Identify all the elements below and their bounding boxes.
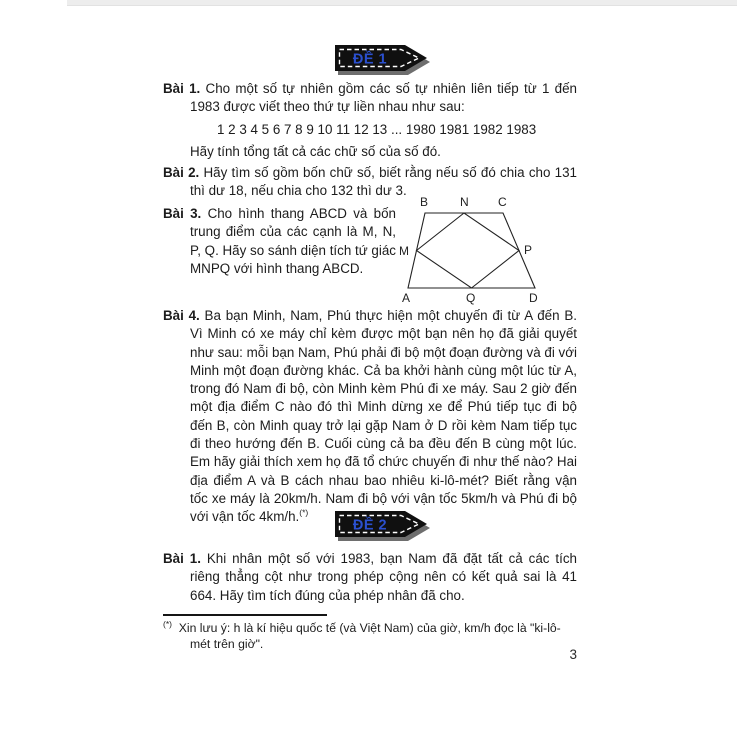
vertex-label-d: D: [529, 291, 538, 305]
problem-text: [163, 205, 396, 278]
problem-label: Bài 1.: [163, 81, 201, 96]
problem-body: Ba bạn Minh, Nam, Phú thực hiện một chuyến đi từ A đến B. Vì Minh có xe máy chỉ kèm được một bạn nên họ đã giải quyết như sau: mỗi bạn Nam, Phú phải đi bộ một đoạn đường và đi với Minh một đoạn đường khác. Cả ba khởi hành cùng một lúc từ A, trong đó Nam đi bộ, còn Minh kèm Phú đi xe máy. Sau 2 giờ đến một địa điểm C nào đó thì Minh dừng xe để Phú tiếp tục đi bộ đến B, còn Minh quay trở lại gặp Nam ở D rồi kèm Nam tiếp tục đi theo hướng đến B. Cuối cùng cả ba đều đến B cùng một lúc. Em hãy giải thích xem họ đã tổ chức chuyến đi như thế nào? Hai địa điểm A và B cách nhau bao nhiêu ki-lô-mét? Biết rằng vận tốc xe máy là 20km/h. Nam đi bộ với vận tốc 5km/h và Phú đi bộ với vận tốc 4km/h.: [190, 308, 577, 525]
problem-text: [163, 550, 577, 605]
problem-text: [163, 307, 577, 527]
vertex-label-q: Q: [466, 291, 476, 305]
de-1-banner: [335, 45, 433, 77]
footnote-reference: (*): [299, 507, 309, 518]
problem-body: Cho hình thang ABCD và bốn trung điểm của các cạnh là M, N, P, Q. Hãy so sánh diện tích tứ giác MNPQ với hình thang ABCD.: [190, 206, 396, 276]
scan-edge-artifact: [67, 0, 737, 6]
problem-label: Bài 3.: [163, 206, 202, 221]
de-2-banner: [335, 511, 433, 543]
problem-text: [163, 80, 577, 117]
arrow-ribbon-icon: [335, 45, 433, 77]
problem-label: Bài 4.: [163, 308, 200, 323]
trapezoid-figure: [388, 192, 560, 310]
arrow-ribbon-icon: [335, 511, 433, 543]
footnote-text: Xin lưu ý: h là kí hiệu quốc tế (và Việt Nam) của giờ, km/h đọc là "ki-lô-mét trên giờ".: [178, 621, 561, 651]
vertex-label-c: C: [498, 195, 507, 209]
problem-body: Cho một số tự nhiên gồm các số tự nhiên liên tiếp từ 1 đến 1983 được viết theo thứ tự liền nhau như sau:: [190, 81, 577, 115]
number-sequence: 1 2 3 4 5 6 7 8 9 10 11 12 13 ... 1980 1981 1982 1983: [217, 121, 537, 137]
vertex-label-n: N: [460, 195, 469, 209]
footnote-marker: (*): [163, 618, 172, 629]
problem-de1-bai4: [163, 307, 577, 527]
problem-de2-bai1: [163, 550, 577, 605]
vertex-label-p: P: [524, 243, 533, 257]
problem-de1-bai3: [163, 205, 396, 278]
quadrilateral-mnpq: [417, 213, 520, 288]
page-number: 3: [569, 647, 577, 662]
vertex-label-b: B: [420, 195, 429, 209]
footnote: [163, 618, 577, 653]
vertex-label-m: M: [399, 244, 409, 258]
footnote-text-block: [163, 618, 577, 653]
problem-label: Bài 1.: [163, 551, 201, 566]
de-1-banner-label: ĐỀ 1: [352, 51, 388, 68]
problem-body: Khi nhân một số với 1983, bạn Nam đã đặt tất cả các tích riêng thẳng cột như trong phép cộng nên có kết quả sai là 41 664. Hãy tìm tích đúng của phép nhân đã cho.: [190, 551, 577, 603]
footnote-separator: [163, 614, 327, 616]
vertex-label-a: A: [402, 291, 411, 305]
problem-label: Bài 2.: [163, 165, 200, 180]
trapezoid-abcd: [408, 213, 535, 288]
trapezoid-diagram-icon: [388, 192, 560, 310]
problem-de1-bai1: [163, 80, 577, 161]
problem-body: Hãy tìm số gồm bốn chữ số, biết rằng nếu số đó chia cho 131 thì dư 18, nếu chia cho 132 thì dư 3.: [190, 165, 577, 199]
de-2-banner-label: ĐỀ 2: [352, 517, 388, 534]
problem-question: Hãy tính tổng tất cả các chữ số của số đó.: [190, 143, 441, 159]
